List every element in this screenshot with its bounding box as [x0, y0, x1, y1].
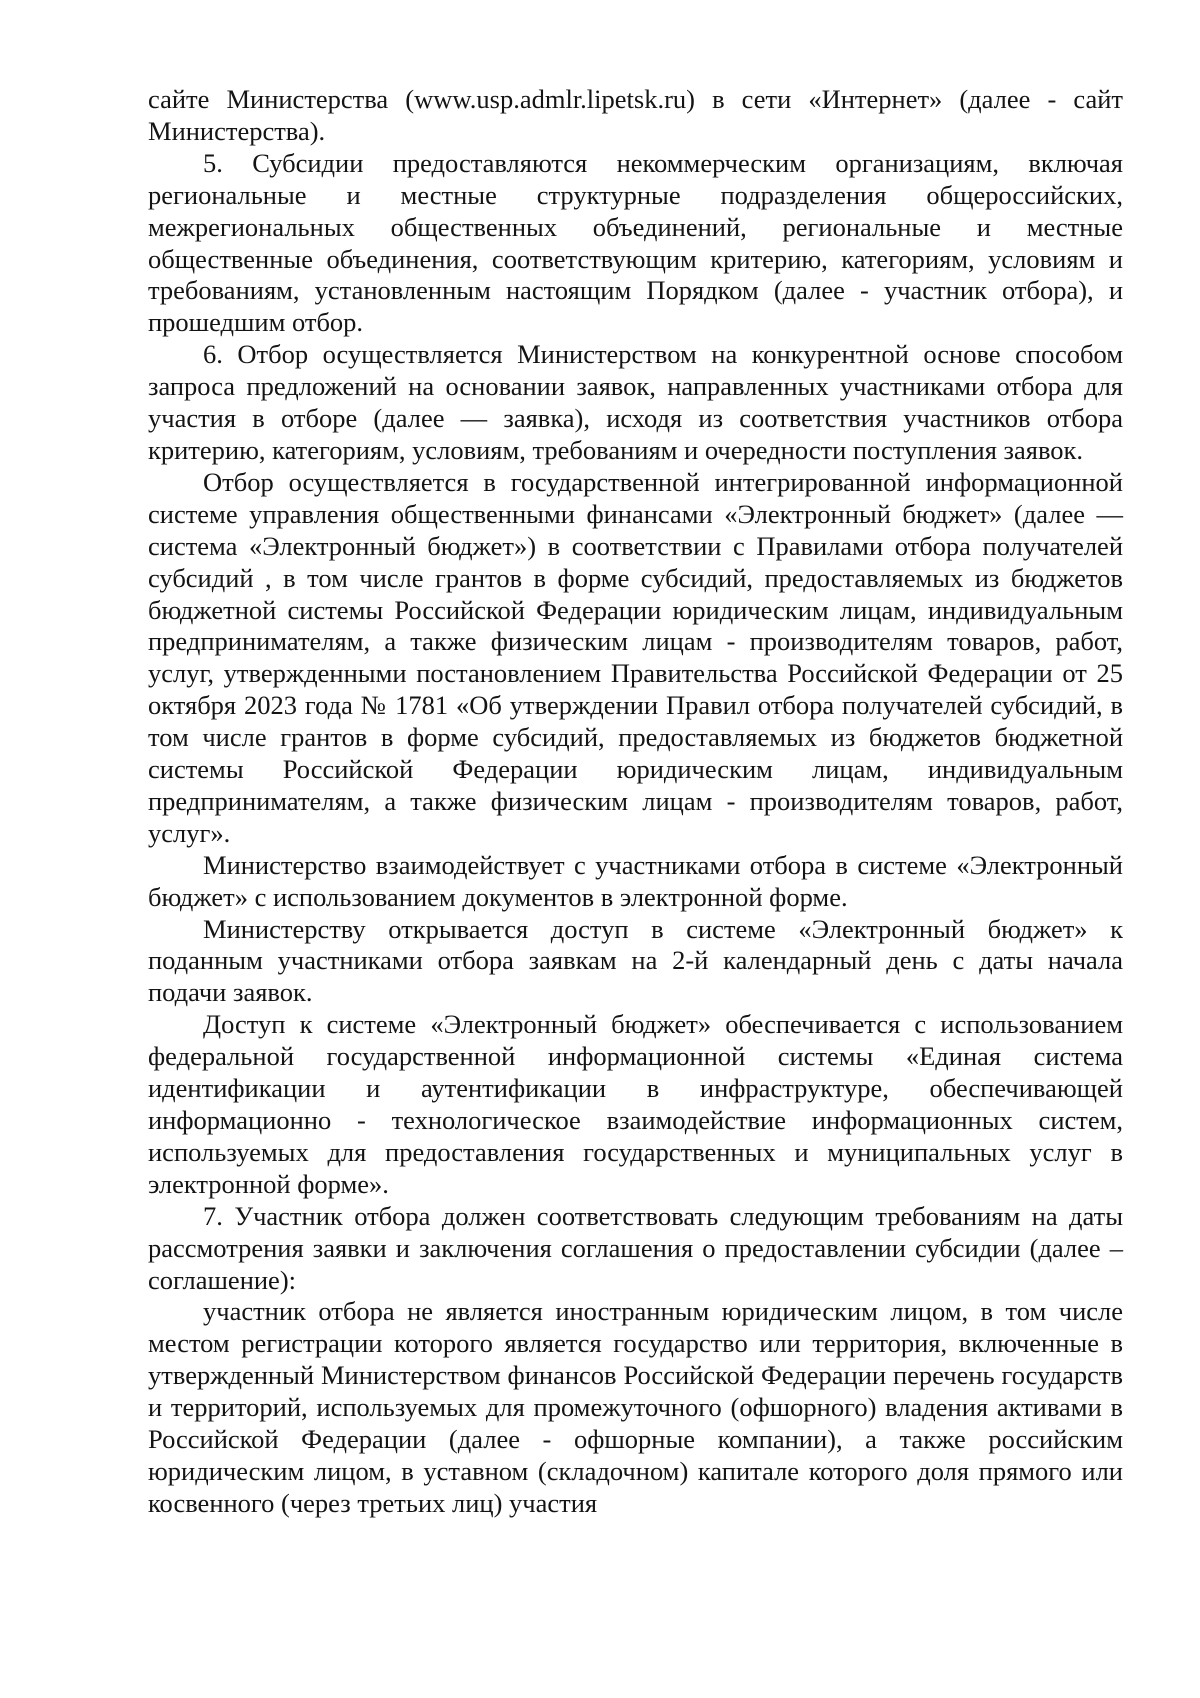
paragraph-5-subsidy-recipients: 5. Субсидии предоставляются некоммерческим организациям, включая региональные и местные структурные подразделения общероссийских, межрегиональных общественных объединений, региональные и местные общественные объединения, соответствующим критерию, категориям, условиям и требованиям, установленным настоящим Порядком (далее - участник отбора), и прошедшим отбор. [148, 147, 1123, 338]
paragraph-system-access: Доступ к системе «Электронный бюджет» обеспечивается с использованием федеральной государственной информационной системы «Единая система идентификации и аутентификации в инфраструктуре, обеспечивающей информационно - технологическое взаимодействие информационных систем, используемых для предоставления государственных и муниципальных услуг в электронной форме». [148, 1009, 1123, 1199]
paragraph-ministry-access: Министерству открывается доступ в системе «Электронный бюджет» к поданным участниками отбора заявкам на 2-й календарный день с даты начала подачи заявок. [148, 913, 1123, 1008]
paragraph-website-continuation: сайте Министерства (www.usp.admlr.lipetsk.ru) в сети «Интернет» (далее - сайт Министерства). [148, 84, 1123, 146]
paragraph-foreign-entity-requirement: участник отбора не является иностранным юридическим лицом, в том числе местом регистрации которого является государство или территория, включенные в утвержденный Министерством финансов Российской Федерации перечень государств и территорий, используемых для промежуточного (офшорного) владения активами в Российской Федерации (далее - офшорные компании), а также российским юридическим лицом, в уставном (складочном) капитале которого доля прямого или косвенного (через третьих лиц) участия [148, 1296, 1123, 1518]
paragraph-ministry-interaction: Министерство взаимодействует с участниками отбора в системе «Электронный бюджет» с использованием документов в электронной форме. [148, 849, 1123, 912]
paragraph-6-selection-method: 6. Отбор осуществляется Министерством на конкурентной основе способом запроса предложений на основании заявок, направленных участниками отбора для участия в отборе (далее — заявка), исходя из соответствия участников отбора критерию, категориям, условиям, требованиям и очередности поступления заявок. [148, 339, 1123, 465]
paragraph-electronic-budget-system: Отбор осуществляется в государственной интегрированной информационной системе управления общественными финансами «Электронный бюджет» (далее — система «Электронный бюджет») в соответствии с Правилами отбора получателей субсидий , в том числе грантов в форме субсидий, предоставляемых из бюджетов бюджетной системы Российской Федерации юридическим лицам, индивидуальным предпринимателям, а также физическим лицам - производителям товаров, работ, услуг, утвержденными постановлением Правительства Российской Федерации от 25 октября 2023 года № 1781 «Об утверждении Правил отбора получателей субсидий, в том числе грантов в форме субсидий, предоставляемых из бюджетов бюджетной системы Российской Федерации юридическим лицам, индивидуальным предпринимателям, а также физическим лицам - производителям товаров, работ, услуг». [148, 466, 1123, 848]
document-body [148, 84, 1123, 1520]
paragraph-7-participant-requirements: 7. Участник отбора должен соответствовать следующим требованиям на даты рассмотрения заявки и заключения соглашения о предоставлении субсидии (далее – соглашение): [148, 1200, 1123, 1295]
